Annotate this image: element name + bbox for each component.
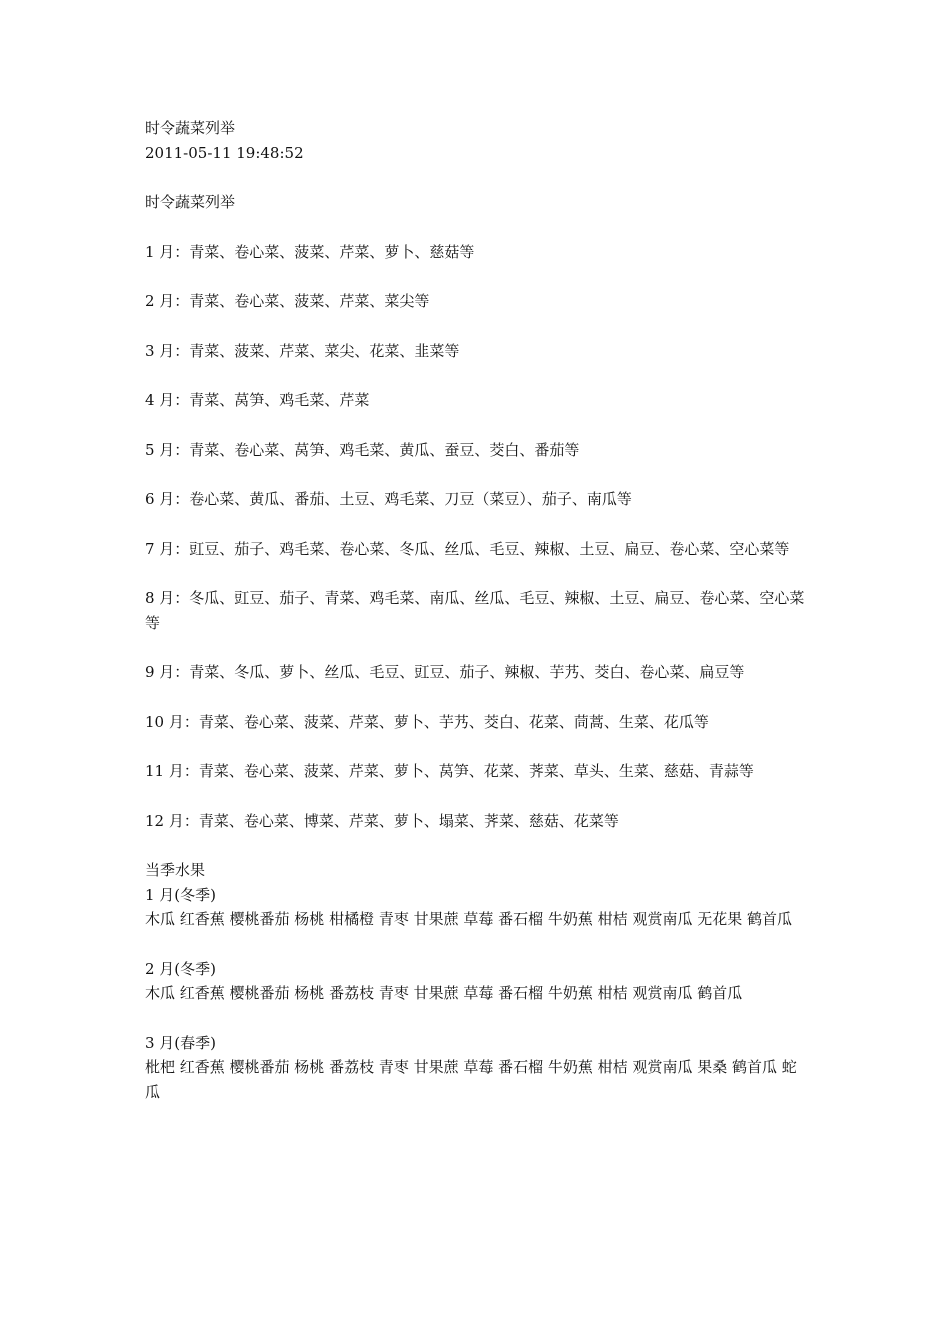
vegetable-month-5: 5 月：青菜、卷心菜、莴笋、鸡毛菜、黄瓜、蚕豆、茭白、番茄等 bbox=[145, 440, 580, 459]
spacer bbox=[145, 264, 807, 289]
document-title: 时令蔬菜列举 bbox=[145, 119, 236, 137]
spacer bbox=[145, 165, 807, 190]
fruit-month-items-3: 枇杷 红香蕉 樱桃番茄 杨桃 番荔枝 青枣 甘果蔗 草莓 番石榴 牛奶蕉 柑桔 观赏南瓜 果桑 鹤首瓜 蛇瓜 bbox=[145, 1058, 797, 1101]
vegetable-month-9: 9 月：青菜、冬瓜、萝卜、丝瓜、毛豆、豇豆、茄子、辣椒、芋艿、茭白、卷心菜、扁豆等 bbox=[145, 663, 745, 681]
vegetable-month-8: 8 月：冬瓜、豇豆、茄子、青菜、鸡毛菜、南瓜、丝瓜、毛豆、辣椒、土豆、扁豆、卷心菜、空心菜等 bbox=[145, 589, 805, 632]
vegetable-month-3: 3 月：青菜、菠菜、芹菜、菜尖、花菜、韭菜等 bbox=[145, 341, 460, 360]
spacer bbox=[145, 1006, 807, 1031]
vegetable-month-7: 7 月：豇豆、茄子、鸡毛菜、卷心菜、冬瓜、丝瓜、毛豆、辣椒、土豆、扁豆、卷心菜、空心菜等 bbox=[145, 539, 790, 558]
vegetable-month-2: 2 月：青菜、卷心菜、菠菜、芹菜、菜尖等 bbox=[145, 292, 430, 310]
spacer bbox=[145, 413, 807, 438]
spacer bbox=[145, 215, 807, 240]
document-timestamp: 2011-05-11 19:48:52 bbox=[145, 143, 304, 162]
spacer bbox=[145, 512, 807, 537]
fruit-month-label-3: 3 月(春季) bbox=[145, 1033, 217, 1052]
spacer bbox=[145, 734, 807, 759]
vegetable-month-1: 1 月：青菜、卷心菜、菠菜、芹菜、萝卜、慈菇等 bbox=[145, 242, 475, 261]
spacer bbox=[145, 833, 807, 858]
document-body bbox=[145, 116, 807, 1104]
vegetable-month-4: 4 月：青菜、莴笋、鸡毛菜、芹菜 bbox=[145, 391, 370, 409]
fruit-month-label-2: 2 月(冬季) bbox=[145, 959, 217, 978]
spacer bbox=[145, 685, 807, 710]
spacer bbox=[145, 462, 807, 487]
vegetable-month-10: 10 月：青菜、卷心菜、菠菜、芹菜、萝卜、芋艿、茭白、花菜、茼蒿、生菜、花瓜等 bbox=[145, 712, 709, 731]
spacer bbox=[145, 314, 807, 339]
spacer bbox=[145, 784, 807, 809]
spacer bbox=[145, 363, 807, 388]
vegetables-heading: 时令蔬菜列举 bbox=[145, 193, 236, 211]
vegetable-month-11: 11 月：青菜、卷心菜、菠菜、芹菜、萝卜、莴笋、花菜、荠菜、草头、生菜、慈菇、青蒜等 bbox=[145, 762, 754, 780]
vegetable-month-6: 6 月：卷心菜、黄瓜、番茄、土豆、鸡毛菜、刀豆（菜豆）、茄子、南瓜等 bbox=[145, 490, 632, 508]
fruit-month-items-2: 木瓜 红香蕉 樱桃番茄 杨桃 番荔枝 青枣 甘果蔗 草莓 番石榴 牛奶蕉 柑桔 观赏南瓜 鹤首瓜 bbox=[145, 984, 743, 1002]
spacer bbox=[145, 932, 807, 957]
spacer bbox=[145, 635, 807, 660]
fruit-month-label-1: 1 月(冬季) bbox=[145, 885, 217, 904]
fruit-month-items-1: 木瓜 红香蕉 樱桃番茄 杨桃 柑橘橙 青枣 甘果蔗 草莓 番石榴 牛奶蕉 柑桔 观赏南瓜 无花果 鹤首瓜 bbox=[145, 910, 792, 928]
fruits-heading: 当季水果 bbox=[145, 861, 206, 879]
vegetable-month-12: 12 月：青菜、卷心菜、博菜、芹菜、萝卜、塌菜、荠菜、慈菇、花菜等 bbox=[145, 811, 619, 830]
spacer bbox=[145, 561, 807, 586]
